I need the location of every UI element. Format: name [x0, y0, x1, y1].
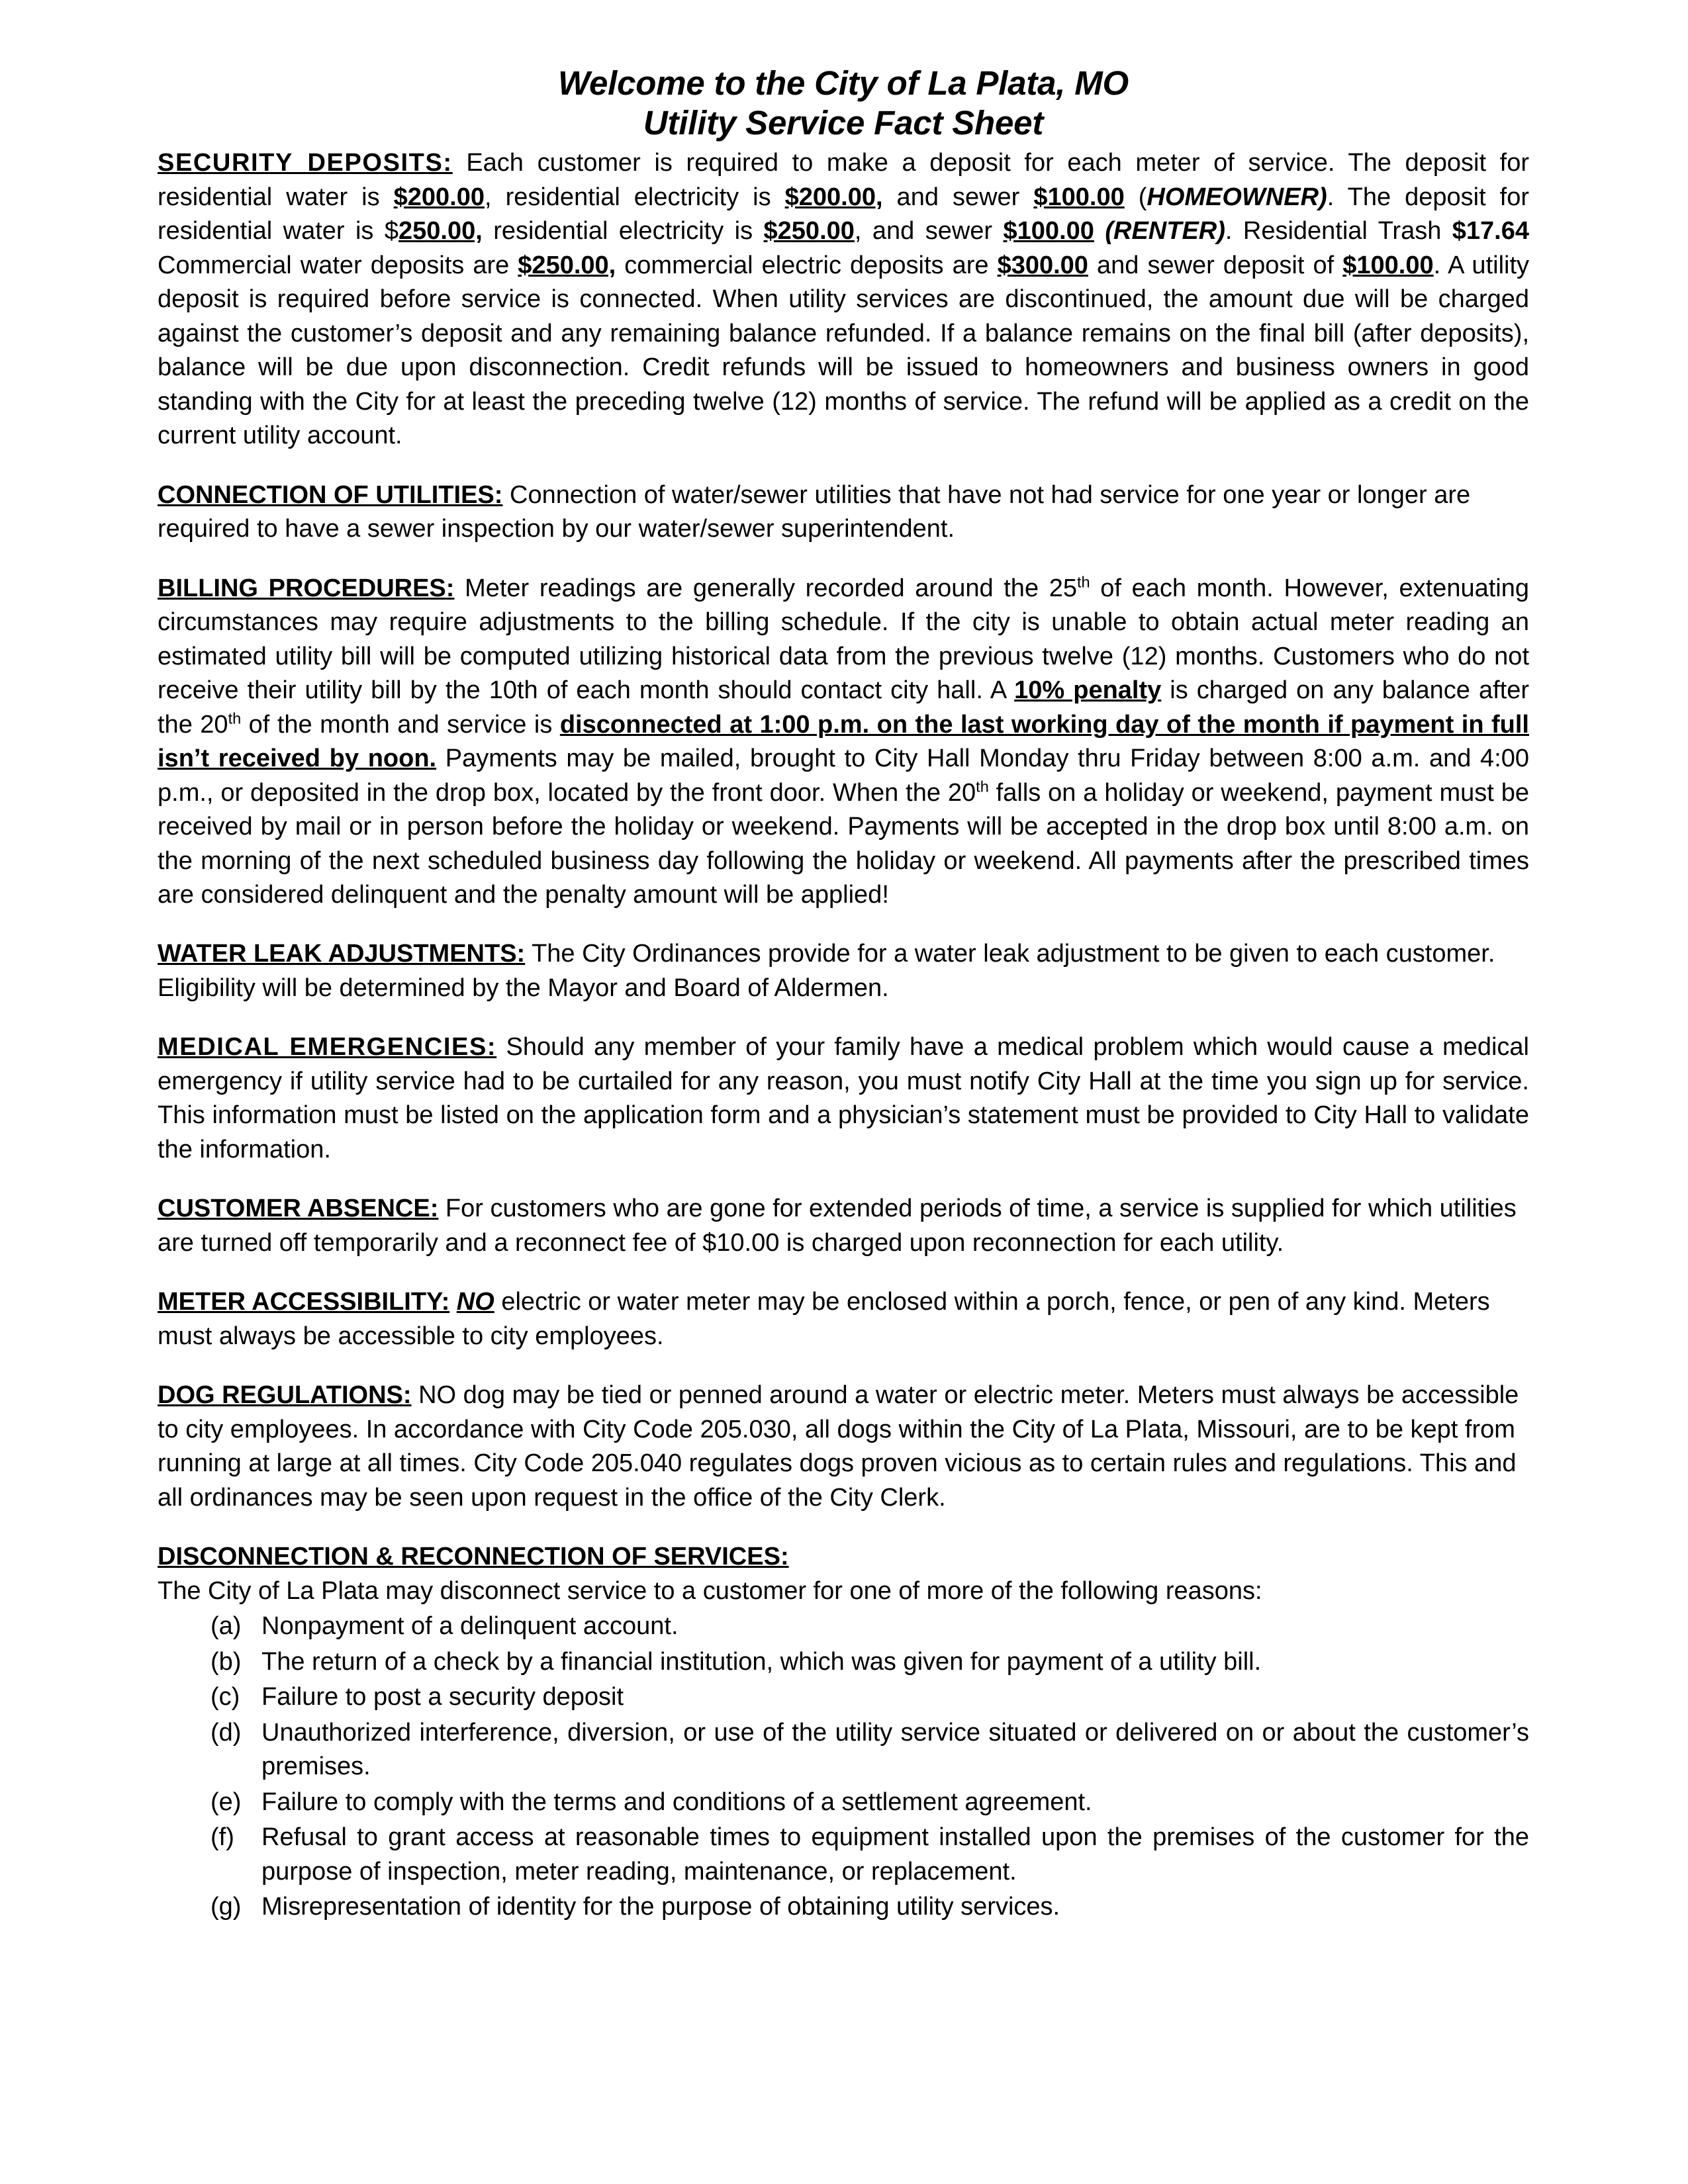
section-medical-emergencies [158, 1030, 1529, 1167]
list-item-text: Failure to post a security deposit [261, 1683, 624, 1711]
security-deposits-text-5: . The deposit for residential water is $ [158, 183, 1529, 246]
ordinal-suffix-20th-a: th [228, 709, 242, 727]
meter-accessibility-body: electric or water meter may be enclosed within a porch, fence, or pen of any kind. Meters must always be accessible to city employees. [158, 1288, 1490, 1350]
list-item [158, 1890, 1529, 1924]
list-item-text: Misrepresentation of identity for the purpose of obtaining utility services. [261, 1893, 1060, 1921]
list-item-text: Refusal to grant access at reasonable times to equipment installed upon the premises of the customer for the purpose of inspection, meter reading, maintenance, or replacement. [261, 1823, 1529, 1886]
meter-accessibility-emphasis-no: NO [456, 1288, 494, 1316]
ordinal-suffix-20th-b: th [976, 777, 989, 795]
deposit-commercial-electric: $300.00 [997, 251, 1088, 279]
billing-text-4: of the month and service is [241, 710, 560, 739]
security-deposits-text-12: and sewer deposit of [1088, 251, 1343, 279]
billing-text-2: of each month. However, extenuating circumstances may require adjustments to the billing schedule. If the city is unable to obtain actual meter reading an estimated utility bill will be computed utilizing historical data from the previous twelve (12) months. Customers who do not receive their utility bill by the 10th of each month should contact city hall. A [158, 574, 1529, 705]
deposit-residential-electric-homeowner: $200.00, [784, 183, 883, 211]
billing-text-5: Payments may be mailed, brought to City Hall Monday thru Friday between 8:00 a.m. and 4:00 p.m., or deposited in the drop box, located by the front door. When the 20 [158, 745, 1530, 807]
section-dog-regulations [158, 1379, 1529, 1515]
list-item [158, 1610, 1529, 1643]
page-title-line-1: Welcome to the City of La Plata, MO [557, 64, 1129, 102]
billing-text-6: falls on a holiday or weekend, payment must be received by mail or in person before the holiday or weekend. Payments will be accepted in the drop box until 8:00 a.m. on the morning of the next scheduled business day following the holiday or weekend. All payments after the prescribed times are considered delinquent and the penalty amount will be applied! [158, 778, 1529, 909]
section-meter-accessibility [158, 1285, 1529, 1353]
list-item-text: The return of a check by a financial institution, which was given for payment of a utility bill. [261, 1647, 1262, 1676]
security-deposits-text-11: commercial electric deposits are [616, 251, 998, 279]
security-deposits-text-7: , and sewer [854, 217, 1004, 246]
disconnection-intro: The City of La Plata may disconnect service to a customer for one of more of the following reasons: [158, 1576, 1262, 1605]
security-deposits-text-2: , residential electricity is [485, 183, 785, 211]
list-item-marker: (f) [211, 1823, 234, 1852]
section-heading-meter-accessibility: METER ACCESSIBILITY: [158, 1288, 450, 1316]
list-item-marker: (c) [211, 1683, 240, 1711]
section-heading-dog-regulations: DOG REGULATIONS: [158, 1381, 412, 1410]
disconnection-terms: disconnected at 1:00 p.m. on the last working day of the month if payment in full isn’t received by noon. [158, 710, 1529, 773]
section-connection-of-utilities [158, 478, 1529, 547]
list-item-marker: (e) [211, 1788, 242, 1816]
list-item-text: Unauthorized interference, diversion, or use of the utility service situated or delivered on or about the customer’s premises. [261, 1718, 1529, 1781]
deposit-residential-water-homeowner: $200.00 [393, 183, 485, 211]
section-heading-security-deposits: SECURITY DEPOSITS: [158, 149, 453, 177]
deposit-commercial-water: $250.00, [518, 251, 616, 279]
section-heading-billing-procedures: BILLING PROCEDURES: [158, 574, 455, 602]
dog-regulations-body: NO dog may be tied or penned around a water or electric meter. Meters must always be accessible to city employees. In accordance with City Code 205.030, all dogs within the City of La Plata, Missouri, are to be kept from running at large at all times. City Code 205.040 regulates dogs proven vicious as to certain rules and regulations. This and all ordinances may be seen upon request in the office of the City Clerk. [158, 1381, 1519, 1512]
list-item [158, 1645, 1529, 1679]
water-leak-adjustments-body: The City Ordinances provide for a water leak adjustment to be given to each customer. Eligibility will be determined by the Mayor and Board of Aldermen. [158, 940, 1495, 1002]
deposit-sewer-homeowner: $100.00 [1033, 183, 1125, 211]
security-deposits-text-1: Each customer is required to make a deposit for each meter of service. The deposit for residential water is [158, 149, 1529, 211]
connection-of-utilities-body: Connection of water/sewer utilities that have not had service for one year or longer are required to have a sewer inspection by our water/sewer superintendent. [158, 480, 1471, 543]
security-deposits-text-4: ( [1124, 183, 1147, 211]
section-heading-disconnection-wrapper [158, 1540, 1529, 1574]
deposit-commercial-sewer: $100.00 [1342, 251, 1434, 279]
security-deposits-text-10: Commercial water deposits are [158, 251, 518, 279]
security-deposits-text-9: . Residential Trash [1225, 217, 1452, 246]
security-deposits-text-13: . A utility deposit is required before service is connected. When utility services are discontinued, the amount due will be charged against the customer’s deposit and any remaining balance refunded. If a balance remains on the final bill (after deposits), balance will be due upon disconnection. Credit refunds will be issued to homeowners and business owners in good standing with the City for at least the preceding twelve (12) months of service. The refund will be applied as a credit on the current utility account. [158, 251, 1530, 450]
list-item [158, 1716, 1529, 1784]
section-heading-water-leak-adjustments: WATER LEAK ADJUSTMENTS: [158, 940, 526, 968]
section-heading-medical-emergencies: MEDICAL EMERGENCIES: [158, 1033, 497, 1062]
billing-text-3: is charged on any balance after the 20 [158, 676, 1529, 739]
security-deposits-text-8 [1094, 217, 1105, 245]
list-item-marker: (g) [211, 1893, 242, 1921]
section-heading-disconnection: DISCONNECTION & RECONNECTION OF SERVICES: [158, 1543, 789, 1571]
list-item-marker: (a) [211, 1612, 242, 1641]
security-deposits-text-3: and sewer [882, 183, 1034, 211]
section-heading-connection-of-utilities: CONNECTION OF UTILITIES: [158, 480, 503, 509]
customer-absence-body: For customers who are gone for extended periods of time, a service is supplied for which utilities are turned off temporarily and a reconnect fee of $10.00 is charged upon reconnection for each utility. [158, 1195, 1517, 1257]
penalty-rate: 10% penalty [1014, 676, 1162, 705]
list-item-text: Nonpayment of a delinquent account. [261, 1612, 679, 1641]
deposit-sewer-renter: $100.00 [1003, 217, 1094, 246]
list-item-text: Failure to comply with the terms and conditions of a settlement agreement. [261, 1788, 1092, 1816]
section-disconnection-reconnection [158, 1540, 1529, 1924]
page-title-line-2: Utility Service Fact Sheet [643, 103, 1044, 142]
deposit-residential-water-renter: 250.00, [399, 217, 483, 246]
residential-trash-amount: $17.64 [1452, 217, 1530, 246]
security-deposits-text-6: residential electricity is [482, 217, 764, 246]
section-water-leak-adjustments [158, 937, 1529, 1005]
billing-text-1: Meter readings are generally recorded around the 25 [454, 574, 1077, 602]
list-item [158, 1680, 1529, 1714]
list-item [158, 1786, 1529, 1819]
section-heading-customer-absence: CUSTOMER ABSENCE: [158, 1195, 439, 1223]
label-homeowner: HOMEOWNER) [1147, 183, 1327, 211]
ordinal-suffix-25th: th [1076, 572, 1090, 590]
list-item [158, 1821, 1529, 1889]
disconnection-reasons-list [158, 1610, 1529, 1924]
deposit-residential-electric-renter: $250.00 [763, 217, 855, 246]
medical-emergencies-body: Should any member of your family have a medical problem which would cause a medical emergency if utility service had to be curtailed for any reason, you must notify City Hall at the time you sign up for service. This information must be listed on the application form and a physician’s statement must be provided to City Hall to validate the information. [158, 1033, 1529, 1163]
label-renter: (RENTER) [1105, 217, 1225, 246]
section-billing-procedures [158, 572, 1529, 913]
list-item-marker: (d) [211, 1718, 242, 1747]
document-title-block [158, 64, 1529, 142]
section-customer-absence [158, 1192, 1529, 1260]
section-security-deposits [158, 146, 1529, 453]
list-item-marker: (b) [211, 1647, 242, 1676]
